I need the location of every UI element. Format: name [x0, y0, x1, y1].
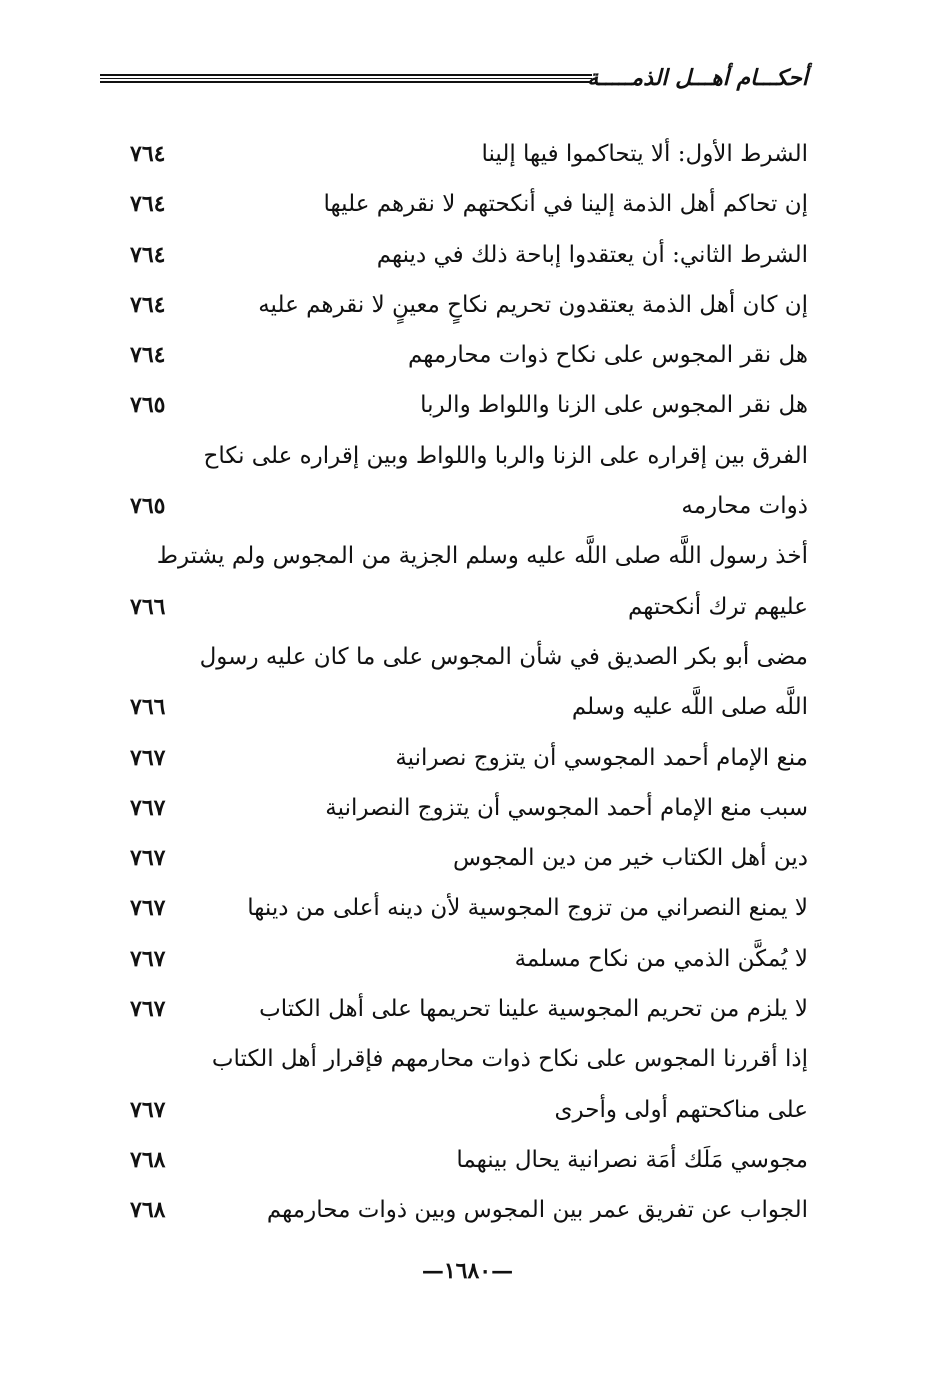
entry-page-number: ٧٦٥	[130, 493, 166, 520]
toc-entry-line	[120, 883, 808, 933]
entry-page-number: ٧٦٤	[130, 141, 166, 167]
entry-page-number: ٧٦٨	[130, 1146, 166, 1173]
entry-text: لا يمنع النصراني من تزوج المجوسية لأن دينه أعلى من دينها	[247, 895, 808, 922]
toc-entry-line	[120, 280, 808, 330]
entry-text: هل نقر المجوس على نكاح ذوات محارمهم	[407, 342, 808, 369]
toc-entry-line	[120, 1034, 808, 1084]
entry-text: الفرق بين إقراره على الزنا والربا واللواط وبين إقراره على نكاح	[203, 442, 808, 469]
toc-entry-line	[120, 481, 808, 531]
toc-entry-line	[120, 733, 808, 783]
toc-entry-line	[120, 934, 808, 984]
toc-entry-line	[120, 632, 808, 682]
entry-text: لا يلزم من تحريم المجوسية علينا تحريمها على أهل الكتاب	[259, 996, 808, 1023]
entry-page-number: ٧٦٤	[130, 342, 166, 369]
page-number: —١٦٨٠—	[421, 1258, 514, 1284]
table-of-contents	[120, 129, 808, 1236]
entry-page-number: ٧٦٧	[130, 895, 166, 922]
entry-text: الجواب عن تفريق عمر بين المجوس وبين ذوات محارمهم	[266, 1197, 808, 1224]
entry-page-number: ٧٦٦	[130, 593, 166, 620]
entry-page-number: ٧٦٤	[130, 241, 166, 268]
entry-text: ذوات محارمه	[681, 493, 808, 520]
toc-entry-line	[120, 380, 808, 430]
toc-entry-line	[120, 582, 808, 632]
toc-entry-line	[120, 984, 808, 1034]
toc-entry-line	[120, 330, 808, 380]
toc-entry-line	[120, 179, 808, 229]
toc-entry-line	[120, 531, 808, 581]
toc-entry-line	[120, 431, 808, 481]
header-rule	[100, 74, 592, 83]
toc-entry-line	[120, 129, 808, 179]
entry-text: دين أهل الكتاب خير من دين المجوس	[453, 845, 808, 872]
entry-page-number: ٧٦٧	[130, 744, 166, 771]
running-header	[100, 60, 808, 96]
entry-page-number: ٧٦٦	[130, 694, 166, 721]
entry-text: أخذ رسول اللَّه صلى اللَّه عليه وسلم الجزية من المجوس ولم يشترط	[156, 543, 808, 570]
entry-page-number: ٧٦٧	[130, 1096, 166, 1123]
entry-text: هل نقر المجوس على الزنا واللواط والربا	[420, 392, 808, 419]
entry-text: لا يُمكَّن الذمي من نكاح مسلمة	[514, 945, 808, 972]
toc-entry-line	[120, 1085, 808, 1135]
entry-text: إن تحاكم أهل الذمة إلينا في أنكحتهم لا نقرهم عليها	[323, 191, 808, 218]
entry-text: الشرط الأول: ألا يتحاكموا فيها إلينا	[481, 141, 808, 167]
entry-text: إذا أقررنا المجوس على نكاح ذوات محارمهم فإقرار أهل الكتاب	[211, 1046, 808, 1073]
toc-entry-line	[120, 833, 808, 883]
toc-entry-line	[120, 1135, 808, 1185]
entry-page-number: ٧٦٧	[130, 996, 166, 1023]
entry-text: عليهم ترك أنكحتهم	[627, 593, 808, 620]
entry-page-number: ٧٦٧	[130, 845, 166, 872]
entry-text: سبب منع الإمام أحمد المجوسي أن يتزوج النصرانية	[325, 794, 808, 821]
entry-page-number: ٧٦٧	[130, 794, 166, 821]
entry-text: اللَّه صلى اللَّه عليه وسلم	[571, 694, 808, 721]
toc-entry-line	[120, 682, 808, 732]
toc-entry-line	[120, 1185, 808, 1235]
entry-text: الشرط الثاني: أن يعتقدوا إباحة ذلك في دينهم	[376, 241, 808, 268]
entry-text: مضى أبو بكر الصديق في شأن المجوس على ما كان عليه رسول	[199, 643, 808, 670]
entry-text: على مناكحتهم أولى وأحرى	[554, 1096, 808, 1123]
entry-page-number: ٧٦٧	[130, 945, 166, 972]
entry-page-number: ٧٦٨	[130, 1197, 166, 1224]
toc-entry-line	[120, 783, 808, 833]
entry-text: مجوسي مَلَك أمَة نصرانية يحال بينهما	[456, 1146, 808, 1173]
entry-page-number: ٧٦٥	[130, 392, 166, 419]
entry-text: إن كان أهل الذمة يعتقدون تحريم نكاحٍ معينٍ لا نقرهم عليه	[258, 291, 808, 318]
toc-entry-line	[120, 230, 808, 280]
entry-text: منع الإمام أحمد المجوسي أن يتزوج نصرانية	[395, 744, 808, 771]
header-title: أحكـــام أهـــل الذمـــــة	[587, 65, 808, 91]
entry-page-number: ٧٦٤	[130, 191, 166, 218]
entry-page-number: ٧٦٤	[130, 291, 166, 318]
